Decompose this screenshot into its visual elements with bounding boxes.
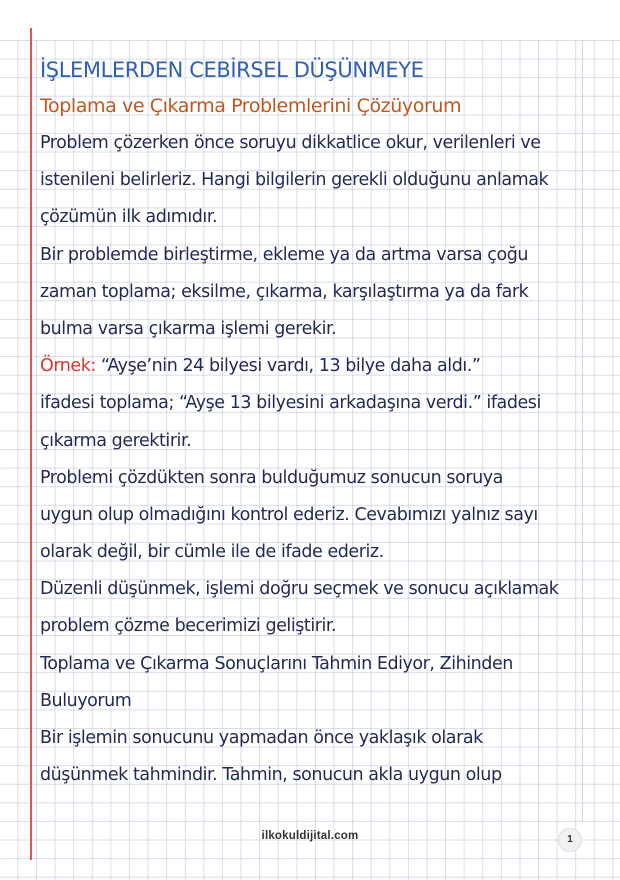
text-line: olarak değil, bir cümle ile de ifade ederiz. (40, 542, 384, 563)
page-title: İŞLEMLERDEN CEBİRSEL DÜŞÜNMEYE (40, 58, 424, 82)
worksheet-content (40, 52, 580, 794)
footer-website: ilkokuldijital.com (261, 830, 359, 842)
red-margin-line (30, 28, 32, 860)
text-line: çözümün ilk adımıdır. (40, 207, 218, 228)
text-line: Bir işlemin sonucunu yapmadan önce yaklaşık olarak (40, 728, 483, 748)
example-line (40, 348, 580, 385)
text-line: Problemi çözdükten sonra bulduğumuz sonucun soruya (40, 467, 503, 488)
section-heading-line: Buluyorum (40, 690, 132, 711)
page-number-badge: 1 (558, 828, 582, 852)
text-line: bulma varsa çıkarma işlemi gerekir. (40, 318, 337, 339)
text-line: Bir problemde birleştirme, ekleme ya da artma varsa çoğu (40, 244, 528, 265)
example-label: Örnek: (40, 356, 96, 377)
text-line: Problem çözerken önce soruyu dikkatlice okur, verilenleri ve (40, 133, 541, 153)
example-text: “Ayşe’nin 24 bilyesi vardı, 13 bilye daha aldı.” (95, 356, 481, 377)
text-line: uygun olup olmadığını kontrol ederiz. Cevabımızı yalnız sayı (40, 504, 538, 525)
section-heading-line: Toplama ve Çıkarma Sonuçlarını Tahmin Ediyor, Zihinden (40, 653, 513, 674)
text-line: zaman toplama; eksilme, çıkarma, karşılaştırma ya da fark (40, 281, 529, 302)
grid-right-border (582, 40, 583, 822)
text-line: istenileni belirleriz. Hangi bilgilerin gerekli olduğunu anlamak (40, 170, 549, 191)
text-line: çıkarma gerektirir. (40, 430, 192, 451)
text-line: Düzenli düşünmek, işlemi doğru seçmek ve sonucu açıklamak (40, 579, 559, 600)
section-subtitle: Toplama ve Çıkarma Problemlerini Çözüyorum (40, 95, 462, 117)
text-line: ifadesi toplama; “Ayşe 13 bilyesini arkadaşına verdi.” ifadesi (40, 393, 541, 414)
text-line: problem çözme becerimizi geliştirir. (40, 616, 337, 637)
text-line: düşünmek tahmindir. Tahmin, sonucun akla uygun olup (40, 765, 502, 786)
